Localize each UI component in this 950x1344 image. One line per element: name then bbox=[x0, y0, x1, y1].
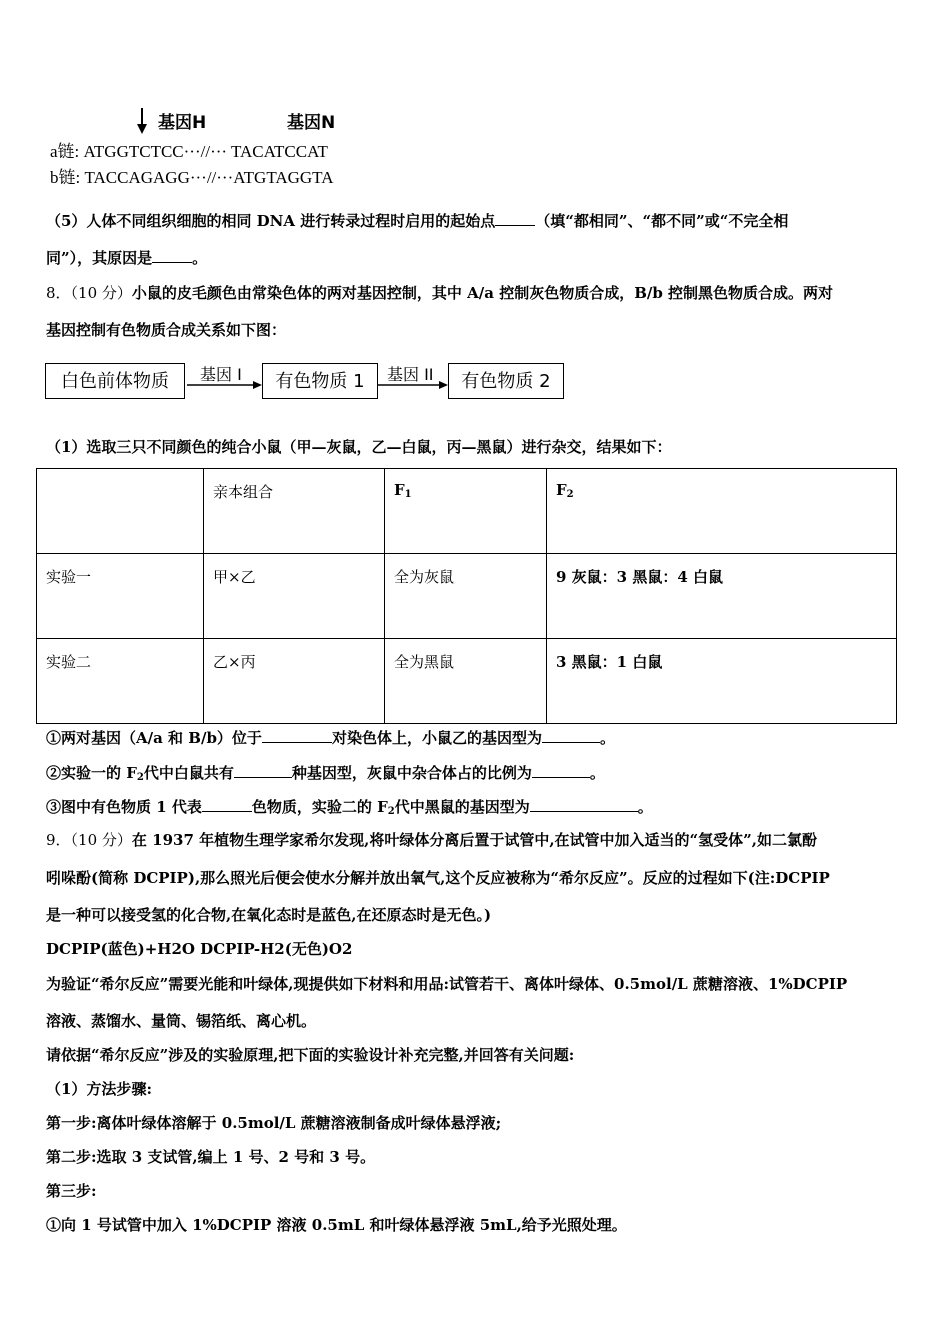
flow-label-gene-1: 基因 I bbox=[200, 365, 242, 384]
flow-box-colored-2: 有色物质 2 bbox=[448, 363, 564, 399]
table-header-cell: $F_1$ bbox=[385, 469, 547, 554]
table-cell: 乙×丙 bbox=[204, 639, 385, 724]
a-chain-label: a链: bbox=[50, 142, 80, 161]
results-table bbox=[36, 468, 897, 724]
q9-line1: 9．（10 分）在 1937 年植物生理学家希尔发现,将叶绿体分离后置于试管中,在试管中加入适当的“氢受体”,如二氯酚 bbox=[46, 831, 818, 849]
q8-line1: 8．（10 分）小鼠的皮毛颜色由常染色体的两对基因控制，其中 A/a 控制灰色物质合成，B/b 控制黑色物质合成。两对 bbox=[46, 284, 834, 302]
a-chain-sequence: ATGGTCTCC···//··· TACATCCAT bbox=[83, 142, 328, 161]
q8-question-b: ②实验一的 $F_2$代中白鼠共有 种基因型，灰鼠中杂合体占的比例为 。 bbox=[46, 764, 605, 783]
q9-line6: 溶液、蒸馏水、量筒、锡箔纸、离心机。 bbox=[46, 1012, 317, 1030]
gene-n-label: 基因N bbox=[287, 113, 336, 133]
q9-line3: 是一种可以接受氢的化合物,在氧化态时是蓝色,在还原态时是无色。) bbox=[46, 906, 492, 924]
table-header-cell: $F_2$ bbox=[547, 469, 897, 554]
table-cell: 实验一 bbox=[37, 554, 204, 639]
answer-blank[interactable] bbox=[532, 763, 590, 778]
q8-question-c: ③图中有色物质 1 代表 色物质，实验二的 $F_2$代中黑鼠的基因型为 。 bbox=[46, 798, 653, 817]
right-arrow-icon bbox=[378, 378, 450, 392]
table-cell: 甲×乙 bbox=[204, 554, 385, 639]
q9-line5: 为验证“希尔反应”需要光能和叶绿体,现提供如下材料和用品:试管若干、离体叶绿体、0.5mol/L 蔗糖溶液、1%DCPIP bbox=[46, 975, 848, 993]
q9-line7: 请依据“希尔反应”涉及的实验原理,把下面的实验设计补充完整,并回答有关问题: bbox=[46, 1046, 575, 1064]
question-number: 8． bbox=[46, 284, 71, 302]
question-score: （10 分） bbox=[70, 284, 132, 302]
q9-step2: 第二步:选取 3 支试管,编上 1 号、2 号和 3 号。 bbox=[46, 1148, 376, 1166]
down-arrow-icon bbox=[134, 106, 150, 136]
question-score: （10 分） bbox=[70, 831, 132, 849]
answer-blank[interactable] bbox=[152, 248, 192, 263]
q9-step-title: （1）方法步骤: bbox=[46, 1080, 152, 1098]
answer-blank[interactable] bbox=[202, 797, 252, 812]
flow-box-colored-1: 有色物质 1 bbox=[262, 363, 378, 399]
answer-blank[interactable] bbox=[234, 763, 292, 778]
answer-blank[interactable] bbox=[262, 728, 332, 743]
answer-blank[interactable] bbox=[530, 797, 638, 812]
table-header-cell bbox=[37, 469, 204, 554]
table-cell: 全为灰鼠 bbox=[385, 554, 547, 639]
q9-line2: 吲哚酚(简称 DCPIP),那么照光后便会使水分解并放出氧气,这个反应被称为“希尔反应”。反应的过程如下(注:DCPIP bbox=[46, 869, 830, 887]
answer-blank[interactable] bbox=[542, 728, 600, 743]
table-cell: 9 灰鼠：3 黑鼠：4 白鼠 bbox=[547, 554, 897, 639]
table-cell: 3 黑鼠：1 白鼠 bbox=[547, 639, 897, 724]
flow-box-white-precursor: 白色前体物质 bbox=[45, 363, 185, 399]
table-row bbox=[37, 554, 897, 639]
table-row bbox=[37, 639, 897, 724]
table-cell: 全为黑鼠 bbox=[385, 639, 547, 724]
table-header-row bbox=[37, 469, 897, 554]
table-cell: 实验二 bbox=[37, 639, 204, 724]
q8-line2: 基因控制有色物质合成关系如下图： bbox=[46, 321, 287, 339]
b-chain-sequence: TACCAGAGG···//···ATGTAGGTA bbox=[84, 168, 334, 187]
q8-question-a: ①两对基因（A/a 和 B/b）位于 对染色体上，小鼠乙的基因型为 。 bbox=[46, 729, 615, 747]
b-chain-label: b链: bbox=[50, 168, 81, 187]
gene-h-label: 基因H bbox=[158, 113, 207, 133]
flow-label-gene-2: 基因 II bbox=[387, 365, 434, 384]
q8-sub1: （1）选取三只不同颜色的纯合小鼠（甲—灰鼠，乙—白鼠，丙—黑鼠）进行杂交，结果如下： bbox=[46, 438, 672, 456]
q5-line1: （5）人体不同组织细胞的相同 DNA 进行转录过程时启用的起始点 （填“都相同”、“都不同”或“不完全相 bbox=[46, 212, 789, 230]
right-arrow-icon bbox=[187, 378, 263, 392]
question-number: 9． bbox=[46, 831, 71, 849]
q9-equation: DCPIP(蓝色)+H2O DCPIP-H2(无色)O2 bbox=[46, 940, 353, 958]
q9-step1: 第一步:离体叶绿体溶解于 0.5mol/L 蔗糖溶液制备成叶绿体悬浮液; bbox=[46, 1114, 502, 1132]
q9-step3: 第三步: bbox=[46, 1182, 97, 1200]
q5-line2: 同”），其原因是 。 bbox=[46, 249, 208, 267]
answer-blank[interactable] bbox=[495, 211, 535, 226]
q9-step3-1: ①向 1 号试管中加入 1%DCPIP 溶液 0.5mL 和叶绿体悬浮液 5mL,给予光照处理。 bbox=[46, 1216, 627, 1234]
table-header-cell: 亲本组合 bbox=[204, 469, 385, 554]
